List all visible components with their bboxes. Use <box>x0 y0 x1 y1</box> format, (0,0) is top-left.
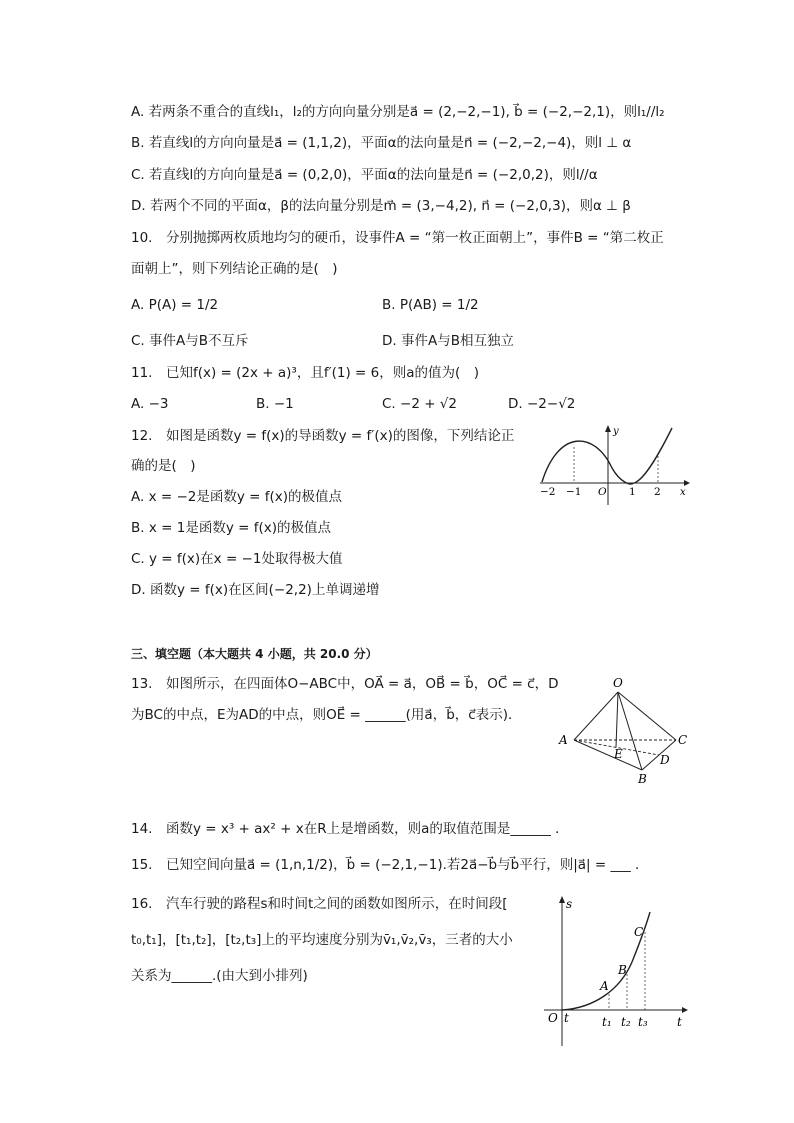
edge-oc <box>618 692 676 740</box>
derivative-curve <box>542 428 672 484</box>
tick-label-minus2: −2 <box>540 486 556 498</box>
q12-option-c: C. y = f(x)在x = −1处取得极大值 <box>131 551 343 567</box>
vertex-label-b: B <box>638 772 647 786</box>
segment-oe <box>616 692 618 747</box>
q10-option-d: D. 事件A与B相互独立 <box>382 333 514 349</box>
distance-time-graph <box>534 890 694 1052</box>
q10-stem-line1: 10. 分别抛掷两枚质地均匀的硬币，设事件A = “第一枚正面朝上”，事件B = “第二枚正 <box>131 230 664 246</box>
tick-label-t3: t₃ <box>638 1015 648 1029</box>
axis-label-y: y <box>613 426 619 437</box>
axis-label-t: t <box>677 1015 682 1029</box>
q9-option-d: D. 若两个不同的平面α，β的法向量分别是m⃗ = (3,−4,2), n⃗ = (−2,0,3)，则α ⊥ β <box>131 198 631 214</box>
q9-option-b: B. 若直线l的方向向量是a⃗ = (1,1,2)，平面α的法向量是n⃗ = (−2,−2,−4)，则l ⊥ α <box>131 135 632 151</box>
tick-label-t1: t₁ <box>602 1015 612 1029</box>
q16-line1: 16. 汽车行驶的路程s和时间t之间的函数如图所示，在时间段[ <box>131 896 508 912</box>
q11-option-d: D. −2−√2 <box>508 396 576 412</box>
origin-label: O <box>598 486 607 498</box>
q16-line3: 关系为______.(由大到小排列) <box>131 968 308 984</box>
edge-oa <box>574 692 618 740</box>
q13-line1: 13. 如图所示，在四面体O−ABC中，OA⃗ = a⃗，OB⃗ = b⃗，OC⃗ = c⃗，D <box>131 676 559 692</box>
point-label-c: C <box>634 925 644 939</box>
q11-option-c: C. −2 + √2 <box>382 396 457 412</box>
point-label-a: A <box>600 979 609 993</box>
q11-stem: 11. 已知f(x) = (2x + a)³，且f′(1) = 6，则a的值为( ) <box>131 365 480 381</box>
q11-option-a: A. −3 <box>131 396 169 412</box>
q16-line2: t₀,t₁]，[t₁,t₂]，[t₂,t₃]上的平均速度分别为v̄₁,v̄₂,v̄₃，三者的大小 <box>131 932 513 948</box>
vertex-label-c: C <box>678 733 688 747</box>
origin-label: O <box>548 1011 558 1025</box>
point-label-b: B <box>618 963 627 977</box>
q9-option-c: C. 若直线l的方向向量是a⃗ = (0,2,0)，平面α的法向量是n⃗ = (−2,0,2)，则l//α <box>131 167 598 183</box>
q12-stem-line1: 12. 如图是函数y = f(x)的导函数y = f′(x)的图像，下列结论正 <box>131 428 515 444</box>
q11-option-b: B. −1 <box>256 396 294 412</box>
q10-option-c: C. 事件A与B不互斥 <box>131 333 249 349</box>
derivative-graph <box>534 420 704 512</box>
q10-option-b: B. P(AB) = 1/2 <box>382 297 479 313</box>
tetrahedron-figure <box>556 674 696 786</box>
vertex-label-a: A <box>559 733 568 747</box>
tick-label-t0: t <box>564 1011 569 1025</box>
q12-option-b: B. x = 1是函数y = f(x)的极值点 <box>131 520 331 536</box>
q13-line2: 为BC的中点，E为AD的中点，则OE⃗ = ______(用a⃗，b⃗，c⃗表示)． <box>131 707 522 723</box>
q15-text: 15. 已知空间向量a⃗ = (1,n,1/2)，b⃗ = (−2,1,−1).若2a⃗−b⃗与b⃗平行，则|a⃗| = ___ ． <box>131 857 649 873</box>
x-axis-arrow <box>684 480 690 486</box>
tick-label-t2: t₂ <box>621 1015 631 1029</box>
q12-stem-line2: 确的是( ) <box>131 458 196 474</box>
point-label-d: D <box>660 753 670 767</box>
q10-stem-line2: 面朝上”，则下列结论正确的是( ) <box>131 261 338 277</box>
axis-label-s: s <box>566 897 573 911</box>
tick-label-1: 1 <box>629 486 636 498</box>
axis-label-x: x <box>680 487 686 498</box>
q14-text: 14. 函数y = x³ + ax² + x在R上是增函数，则a的取值范围是______ ． <box>131 821 569 837</box>
s-axis-arrow <box>559 896 565 903</box>
vertex-label-o: O <box>613 676 623 690</box>
q12-option-d: D. 函数y = f(x)在区间(−2,2)上单调递增 <box>131 582 380 598</box>
t-axis-arrow <box>682 1007 688 1013</box>
y-axis-arrow <box>605 425 611 432</box>
edge-ab <box>574 740 642 770</box>
point-label-e: E <box>614 747 623 761</box>
tick-label-2: 2 <box>654 486 661 498</box>
tick-label-minus1: −1 <box>566 486 582 498</box>
q9-option-a: A. 若两条不重合的直线l₁，l₂的方向向量分别是a⃗ = (2,−2,−1), b⃗ = (−2,−2,1)，则l₁//l₂ <box>131 104 665 120</box>
q10-option-a: A. P(A) = 1/2 <box>131 297 219 313</box>
q12-option-a: A. x = −2是函数y = f(x)的极值点 <box>131 489 343 505</box>
section-title: 三、填空题（本大题共 4 小题，共 20.0 分） <box>131 647 378 661</box>
